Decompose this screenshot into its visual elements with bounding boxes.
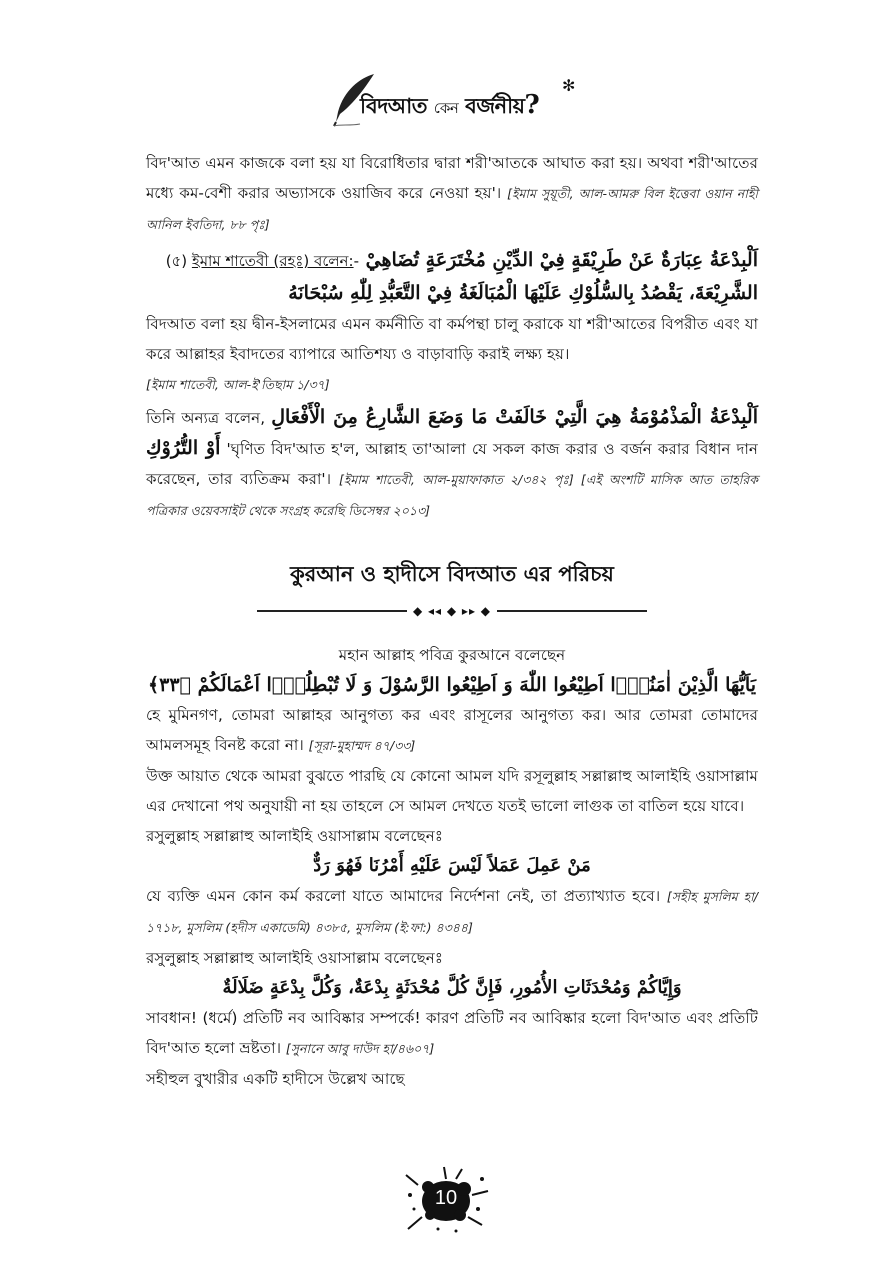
- section-header: [146, 556, 758, 626]
- citation-line: [146, 369, 758, 400]
- section-title: কুরআন ও হাদীসে বিদআত এর পরিচয়: [290, 562, 614, 586]
- citation: [সহীহ মুসলিম হা/ ১৭১৮, মুসলিম (হদীস একাডেমি) ৪৩৮৫, মুসলিম (ই:ফা:) ৪৩৪৪]: [146, 889, 758, 935]
- book-title: বিদআত কেন বর্জনীয়?: [360, 90, 540, 120]
- quran-intro: মহান আল্লাহ পবিত্র কুরআনে বলেছেন: [338, 646, 566, 664]
- paragraph-definition: বিদ'আত এমন কাজকে বলা হয় যা বিরোধিতার দ্বারা শরী'আতকে আঘাত করা হয়। অথবা শরী'আতের মধ্যে কম-বেশী করার অভ্যাসকে ওয়াজিব করে নেওয়া হয়'। [ইমাম সুয়ূতী, আল-আমরু বিল ইত্তেবা ওয়ান নাহী আনিল ইবতিদা, ৮৮ পৃঃ]: [146, 154, 758, 232]
- arabic-inline: اَلْبِدْعَةُ الْمَذْمُوْمَةُ هِيَ الَّتِيْ خَالَفَتْ مَا وَضَعَ الشَّارِعُ مِنَ الْأَفْعَالِ أَوْ التُّرُوْكِ: [146, 406, 759, 459]
- flower-ornament-icon: ✻: [562, 76, 576, 95]
- arabic-quote-line-1: اَلْبِدْعَةُ عِبَارَةٌ عَنْ طَرِيْقَةٍ فِيْ الدِّيْنِ مُخْتَرَعَةٍ تُضَاهِيْ (৫) ইমাম শাতেবী (রহঃ) বলেন:-: [165, 249, 758, 271]
- hadith1-arabic: مَنْ عَمِلَ عَمَلاً لَيْسَ عَلَيْهِ أَمْرُنَا فَهُوَ رَدٌّ: [313, 855, 591, 876]
- citation: [সুনানে আবু দাউদ হা/৪৬০৭]: [285, 1041, 435, 1056]
- paragraph-shatibi: বিদআত বলা হয় দ্বীন-ইসলামের এমন কর্মনীতি বা কর্মপন্থা চালু করাকে যা শরী'আতের বিপরীত এবং যা করে আল্লাহর ইবাদতের ব্যাপারে আতিশয্য ও বাড়াবাড়ি করাই লক্ষ্য হয়।: [146, 315, 758, 363]
- page-content: [146, 148, 758, 1094]
- hadith2-intro: রসুলুল্লাহ সল্লাল্লাহু আলাইহি ওয়াসাল্লাম বলেছেনঃ: [146, 949, 443, 967]
- hadith1-translation: যে ব্যক্তি এমন কোন কর্ম করলো যাতে আমাদের নির্দেশনা নেই, তা প্রত্যাখ্যাত হবে। [সহীহ মুসলিম হা/ ১৭১৮, মুসলিম (হদীস একাডেমি) ৪৩৮৫, মুসলিম (ই:ফা:) ৪৩৪৪]: [146, 887, 758, 935]
- citation: [এই অংশটি মাসিক আত তাহরিক পত্রিকার ওয়েবসাইট থেকে সংগ্রহ করেছি ডিসেম্বর ২০১৩]: [146, 472, 758, 518]
- page-header: [330, 72, 590, 128]
- citation: [ইমাম শাতেবী, আল-ই'তিছাম ১/৩৭]: [146, 377, 330, 392]
- citation: [সূরা-মুহাম্মদ ৪৭/৩৩]: [308, 738, 416, 753]
- quran-verse-arabic: يَاَيُّهَا الَّذِيْنَ اٰمَنُوْۤا اَطِيْعُوا اللّٰهَ وَ اَطِيْعُوا الرَّسُوْلَ وَ لَا تُبْطِلُوْۤا اَعْمَالَكُمْ ﴿٣٣﴾: [147, 674, 757, 696]
- closing-line: সহীহুল বুখারীর একটি হাদীসে উল্লেখ আছে: [146, 1070, 405, 1088]
- hadith2-translation: সাবধান! (ধর্মে) প্রতিটি নব আবিষ্কার সম্পর্কে! কারণ প্রতিটি নব আবিষ্কার হলো বিদ'আত এবং প্রতিটি বিদ'আত হলো ভ্রষ্টতা। [সুনানে আবু দাউদ হা/৪৬০৭]: [146, 1009, 758, 1057]
- citation: [ইমাম সুয়ূতী, আল-আমরু বিল ইত্তেবা ওয়ান নাহী আনিল ইবতিদা, ৮৮ পৃঃ]: [146, 186, 758, 232]
- page-number: 10: [434, 1187, 458, 1209]
- ornamental-divider: ◆ ◂◂ ◆ ▸▸ ◆: [146, 596, 758, 626]
- arabic-quote-line-2: الشَّرِيْعَةَ، يَقْصُدُ بِالسُّلُوْكِ عَلَيْهَا الْمُبَالَغَةُ فِيْ التَّعَبُّدِ لِلّٰهِ سُبْحَانَهُ: [288, 282, 758, 304]
- verse-translation: হে মুমিনগণ, তোমরা আল্লাহর আনুগত্য কর এবং রাসূলের আনুগত্য কর। আর তোমরা তোমাদের আমলসমূহ বিনষ্ট করো না। [সূরা-মুহাম্মদ ৪৭/৩৩]: [146, 706, 758, 754]
- citation: [ইমাম শাতেবী, আল-মুয়াফাকাত ২/৩৪২ পৃঃ]: [338, 472, 574, 487]
- paragraph-shatibi-2: তিনি অন্যত্র বলেন, اَلْبِدْعَةُ الْمَذْمُوْمَةُ هِيَ الَّتِيْ خَالَفَتْ مَا وَضَعَ الشَّارِعُ مِنَ الْأَفْعَالِ أَوْ التُّرُوْكِ 'ঘৃণিত বিদ'আত হ'ল, আল্লাহ তা'আলা যে সকল কাজ করার ও বর্জন করার বিধান দান করেছেন, তার ব্যতিক্রম করা'। [ইমাম শাতেবী, আল-মুয়াফাকাত ২/৩৪২ পৃঃ] [এই অংশটি মাসিক আত তাহরিক পত্রিকার ওয়েবসাইট থেকে সংগ্রহ করেছি ডিসেম্বর ২০১৩]: [146, 406, 759, 518]
- verse-explanation: উক্ত আয়াত থেকে আমরা বুঝতে পারছি যে কোনো আমল যদি রসূলুল্লাহ সল্লাল্লাহু আলাইহি ওয়াসাল্লাম এর দেখানো পথ অনুযায়ী না হয় তাহলে সে আমল দেখতে যতই ভালো লাগুক তা বাতিল হয়ে যাবে।: [146, 767, 758, 815]
- hadith2-arabic: وَإِيَّاكُمْ وَمُحْدَثَاتِ الأُمُورِ، فَإِنَّ كُلَّ مُحْدَثَةٍ بِدْعَةٌ، وَكُلَّ بِدْعَةٍ ضَلَالَةٌ: [222, 977, 682, 998]
- hadith1-intro: রসুলুল্লাহ সল্লাল্লাহু আলাইহি ওয়াসাল্লাম বলেছেনঃ: [146, 827, 443, 845]
- page-number-badge: [398, 1165, 494, 1235]
